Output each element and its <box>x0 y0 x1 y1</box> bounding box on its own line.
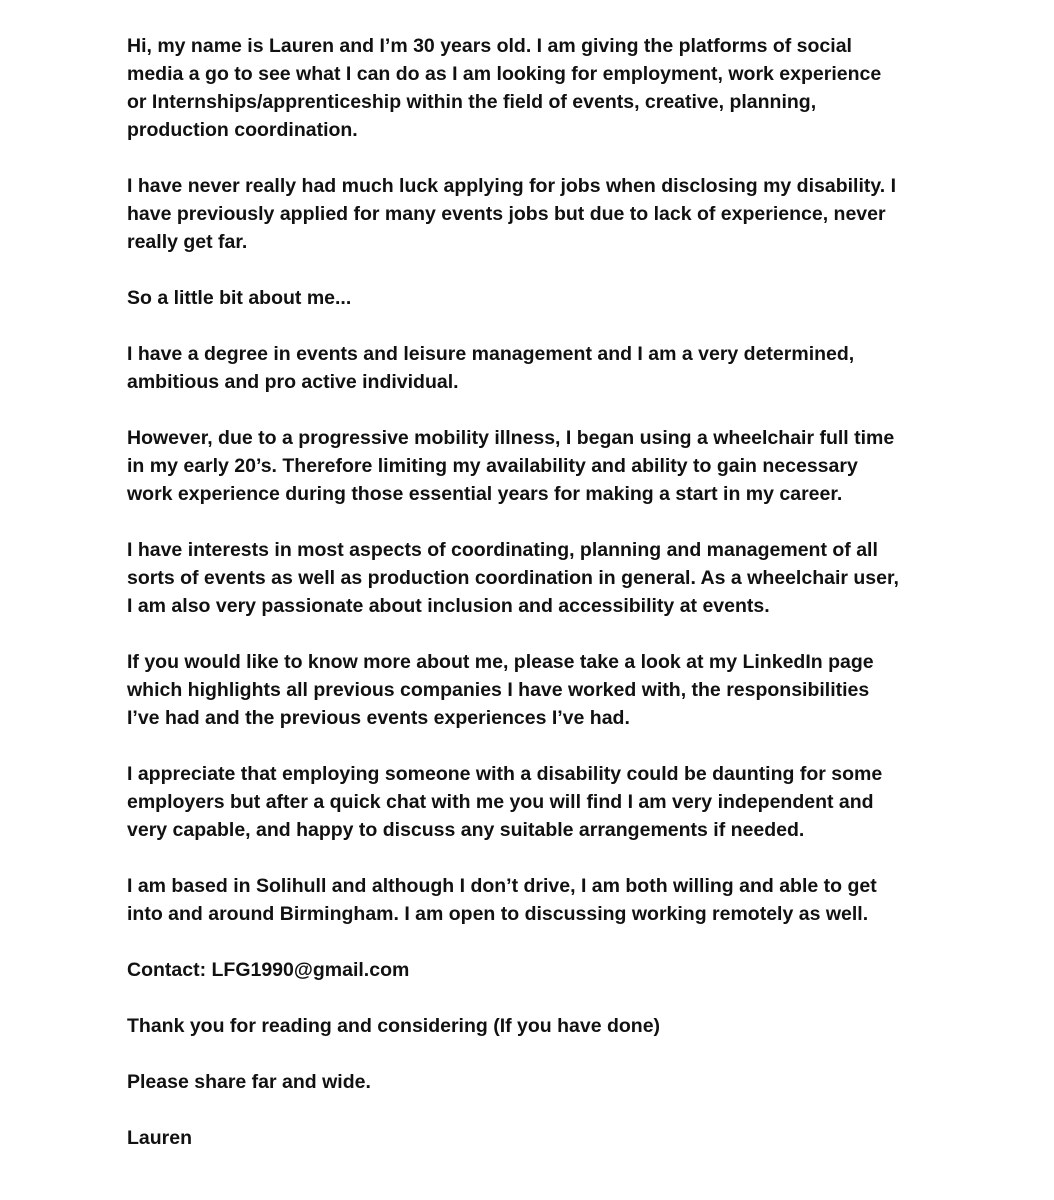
illness-paragraph <box>127 424 927 508</box>
text-line: in my early 20’s. Therefore limiting my availability and ability to gain necessary <box>127 455 858 477</box>
interests-paragraph <box>127 536 927 620</box>
text-line: I have never really had much luck applying for jobs when disclosing my disability. I <box>127 175 897 197</box>
text-line: I’ve had and the previous events experiences I’ve had. <box>127 707 630 729</box>
about-heading <box>127 284 927 312</box>
signature <box>127 1124 927 1152</box>
text-line: I have interests in most aspects of coordinating, planning and management of all <box>127 539 878 561</box>
text-line: I appreciate that employing someone with a disability could be daunting for some <box>127 763 883 785</box>
text-line: very capable, and happy to discuss any suitable arrangements if needed. <box>127 819 805 841</box>
text-line: really get far. <box>127 231 248 253</box>
text-line: employers but after a quick chat with me you will find I am very independent and <box>127 791 874 813</box>
text-line: I have a degree in events and leisure management and I am a very determined, <box>127 343 855 365</box>
text-line: have previously applied for many events jobs but due to lack of experience, never <box>127 203 886 225</box>
location-paragraph <box>127 872 927 928</box>
linkedin-paragraph <box>127 648 927 732</box>
text-line: ambitious and pro active individual. <box>127 371 459 393</box>
job-luck-paragraph <box>127 172 927 256</box>
text-line: which highlights all previous companies I have worked with, the responsibilities <box>127 679 870 701</box>
text-line: into and around Birmingham. I am open to discussing working remotely as well. <box>127 903 869 925</box>
signature-name: Lauren <box>127 1127 193 1149</box>
intro-paragraph <box>127 32 927 144</box>
employers-paragraph <box>127 760 927 844</box>
text-line: Thank you for reading and considering (If you have done) <box>127 1015 661 1037</box>
text-line: So a little bit about me... <box>127 287 352 309</box>
letter-document <box>127 32 927 1180</box>
text-line: work experience during those essential years for making a start in my career. <box>127 483 843 505</box>
degree-paragraph <box>127 340 927 396</box>
contact-line <box>127 956 927 984</box>
text-line: production coordination. <box>127 119 358 141</box>
text-line: Hi, my name is Lauren and I’m 30 years old. I am giving the platforms of social <box>127 35 852 57</box>
text-line: or Internships/apprenticeship within the field of events, creative, planning, <box>127 91 817 113</box>
share-line <box>127 1068 927 1096</box>
text-line: I am also very passionate about inclusion and accessibility at events. <box>127 595 770 617</box>
text-line: If you would like to know more about me, please take a look at my LinkedIn page <box>127 651 874 673</box>
text-line: media a go to see what I can do as I am looking for employment, work experience <box>127 63 882 85</box>
text-line: However, due to a progressive mobility illness, I began using a wheelchair full time <box>127 427 895 449</box>
text-line: Please share far and wide. <box>127 1071 371 1093</box>
contact-email-text: Contact: LFG1990@gmail.com <box>127 959 410 981</box>
text-line: I am based in Solihull and although I don’t drive, I am both willing and able to get <box>127 875 877 897</box>
thanks-line <box>127 1012 927 1040</box>
text-line: sorts of events as well as production coordination in general. As a wheelchair user, <box>127 567 899 589</box>
